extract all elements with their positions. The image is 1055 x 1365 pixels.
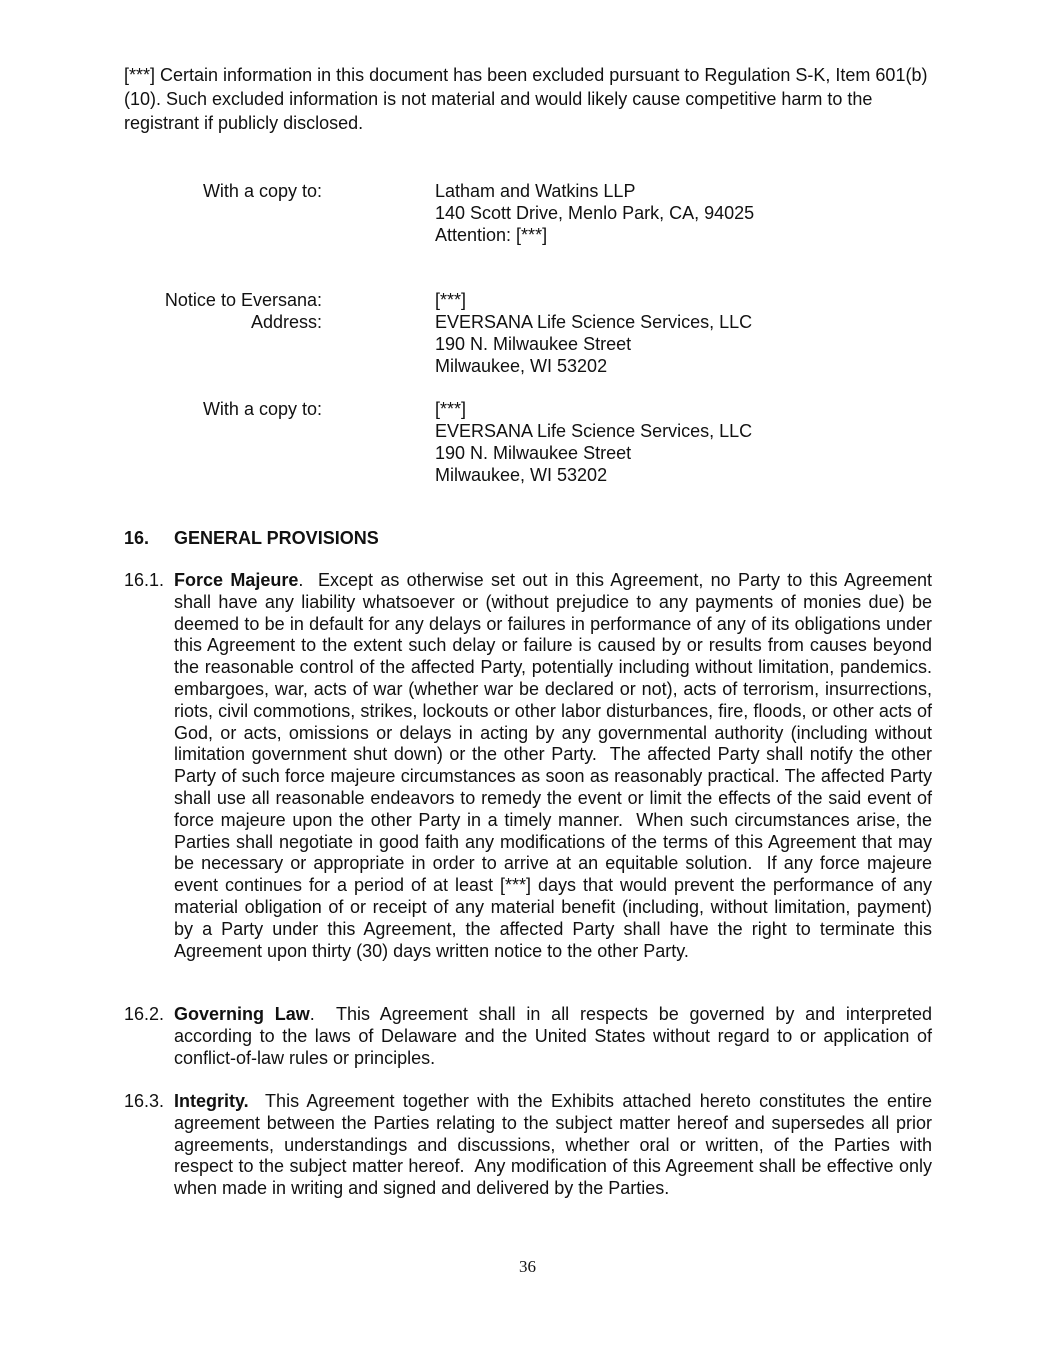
address-line: [***]: [435, 399, 467, 419]
clause-heading-punct: .: [298, 570, 304, 590]
address-line: 190 N. Milwaukee Street: [435, 443, 632, 463]
clause-heading: Force Majeure: [174, 570, 299, 590]
address-line: EVERSANA Life Science Services, LLC: [435, 312, 753, 332]
clause-heading: Integrity.: [174, 1091, 249, 1111]
clause-heading-punct: .: [309, 1004, 315, 1024]
address-line: EVERSANA Life Science Services, LLC: [435, 421, 753, 441]
clause-number: 16.2.: [124, 1004, 165, 1024]
address-line: [***]: [435, 290, 467, 310]
address-line: Milwaukee, WI 53202: [435, 356, 608, 376]
section-number: 16.: [124, 528, 150, 548]
clause-integrity: [124, 1091, 938, 1200]
redaction-disclaimer: [***] Certain information in this document has been excluded pursuant to Regulation S-K, Item 601(b)(10). Such excluded information is not material and would likely cause competitive harm to the registrant if publicly disclosed.: [124, 65, 928, 133]
section-heading: [124, 527, 379, 549]
copy-to-label-2: With a copy to:: [202, 399, 322, 419]
copy-to-address-1: [435, 180, 754, 246]
address-line: 140 Scott Drive, Menlo Park, CA, 94025: [435, 203, 755, 223]
address-line: Latham and Watkins LLP: [435, 181, 636, 201]
clause-body: [174, 1004, 938, 1069]
address-line: Attention: [***]: [435, 225, 548, 245]
copy-to-address-2: [435, 398, 752, 486]
clause-text: Except as otherwise set out in this Agreement, no Party to this Agreement shall have any liability whatsoever or (without prejudice to any payments of monies due) be deemed to be in default for any delays or failures in performance of any of its obligations under this Agreement to the extent such delay or failure is caused by or results from causes beyond the reasonable control of the affected Party, potentially including without limitation, pandemics. embargoes, war, acts of war (whether war be declared or not), acts of terrorism, insurrections, riots, civil commotions, strikes, lockouts or other labor disturbances, fire, floods, or other acts of God, or acts, omissions or delays in acting by any governmental authority (including without limitation government shut down) or the other Party. The affected Party shall notify the other Party of such force majeure circumstances as soon as reasonably practical. The affected Party shall use all reasonable endeavors to remedy the event or limit the effects of the said event of force majeure upon the other Party in a timely manner. When such circumstances arise, the Parties shall negotiate in good faith any modifications of the terms of this Agreement that may be necessary or appropriate in order to arrive at an equitable solution. If any force majeure event continues for a period of at least [***] days that would prevent the performance of any material obligation of or receipt of any material benefit (including, without limitation, payment) by a Party under this Agreement, the affected Party shall have the right to terminate this Agreement upon thirty (30) days written notice to the other Party.: [174, 570, 938, 961]
address-line: Milwaukee, WI 53202: [435, 465, 608, 485]
clause-number: 16.1.: [124, 570, 165, 590]
clause-governing-law: [124, 1004, 938, 1069]
eversana-address: [435, 289, 752, 377]
address-label-text: Address:: [250, 312, 322, 332]
address-line: 190 N. Milwaukee Street: [435, 334, 632, 354]
section-title: GENERAL PROVISIONS: [174, 528, 379, 548]
clause-body: [174, 1091, 938, 1200]
clause-body: [174, 570, 938, 962]
clause-heading: Governing Law: [174, 1004, 310, 1024]
clause-number: 16.3.: [124, 1091, 165, 1111]
clause-text: This Agreement shall in all respects be governed by and interpreted according to the laws of Delaware and the United States without regard to or application of conflict-of-law rules or principles.: [174, 1004, 938, 1068]
notice-to-eversana-label: [120, 289, 322, 333]
copy-to-label-1: With a copy to:: [202, 181, 322, 201]
page-number: 36: [519, 1257, 536, 1276]
notice-label-text: Notice to Eversana:: [164, 290, 322, 310]
clause-force-majeure: [124, 570, 938, 962]
clause-text: This Agreement together with the Exhibits attached hereto constitutes the entire agreement between the Parties relating to the subject matter hereof and supersedes all prior agreements, understandings and discussions, whether oral or written, of the Parties with respect to the subject matter hereof. Any modification of this Agreement shall be effective only when made in writing and signed and delivered by the Parties.: [174, 1091, 938, 1199]
